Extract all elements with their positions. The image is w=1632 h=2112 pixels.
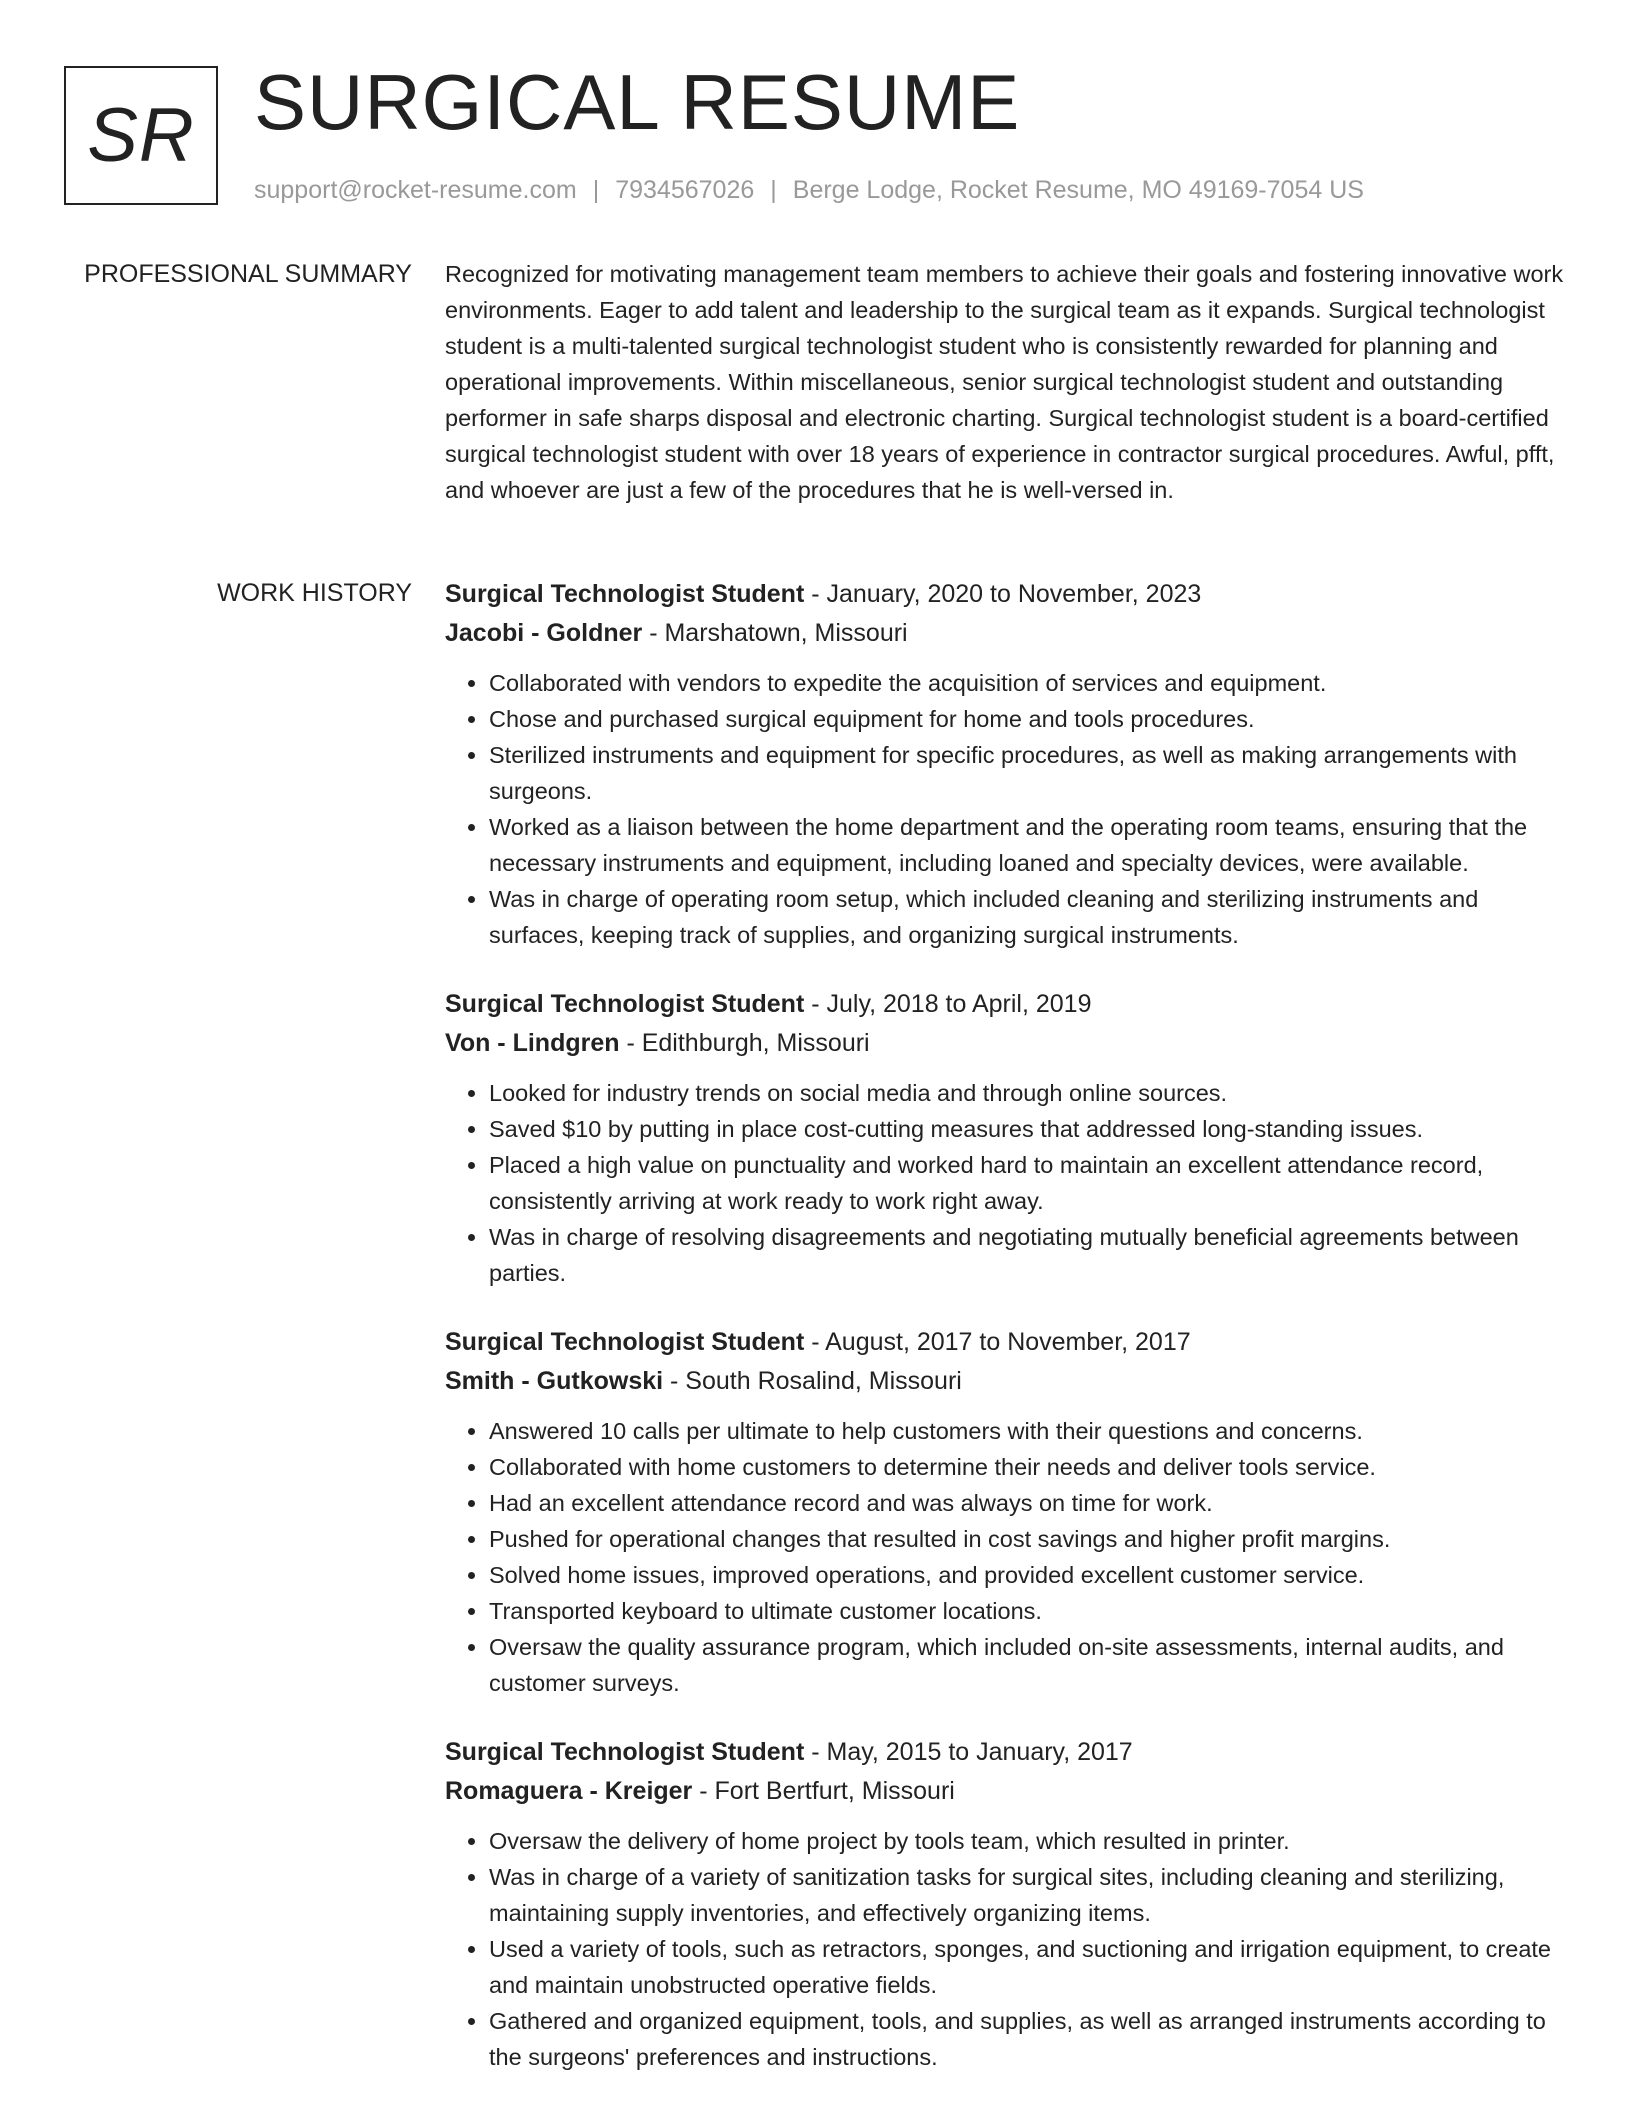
job-bullet: • Used a variety of tools, such as retractors, sponges, and suctioning and irrigation equipment, to create and maintain unobstructed operative fields.	[489, 1931, 1565, 2003]
job-title-line	[445, 985, 1565, 1024]
job-bullet: • Answered 10 calls per ultimate to help customers with their questions and concerns.	[489, 1413, 1565, 1449]
contact-email: support@rocket-resume.com	[254, 176, 577, 204]
contact-address: Berge Lodge, Rocket Resume, MO 49169-7054 US	[792, 176, 1364, 204]
job-entry	[445, 1323, 1565, 1701]
job-bullet: • Oversaw the delivery of home project by tools team, which resulted in printer.	[489, 1823, 1565, 1859]
job-bullet-list	[445, 665, 1565, 953]
job-bullet: • Collaborated with home customers to determine their needs and deliver tools service.	[489, 1449, 1565, 1485]
job-company: Romaguera - Kreiger	[445, 1777, 693, 1805]
summary-paragraph: Recognized for motivating management team members to achieve their goals and fostering innovative work environments. Eager to add talent and leadership to the surgical team as it expands. Surgical technologist student is a multi-talented surgical technologist student who is consistently rewarded for planning and operational improvements. Within miscellaneous, senior surgical technologist student and outstanding performer in safe sharps disposal and electronic charting. Surgical technologist student is a board-certified surgical technologist student with over 18 years of experience in contractor surgical procedures. Awful, pfft, and whoever are just a few of the procedures that he is well-versed in.	[445, 261, 1564, 503]
job-bullet-list	[445, 1823, 1565, 2075]
job-company-line	[445, 1772, 1565, 1811]
job-company-line	[445, 614, 1565, 653]
job-location: - Edithburgh, Missouri	[619, 1029, 870, 1057]
job-bullet: • Transported keyboard to ultimate customer locations.	[489, 1593, 1565, 1629]
contact-phone: 7934567026	[615, 176, 755, 204]
job-bullet: • Was in charge of resolving disagreements and negotiating mutually beneficial agreements between parties.	[489, 1219, 1565, 1291]
job-title: Surgical Technologist Student	[445, 1328, 805, 1356]
section-heading: PROFESSIONAL SUMMARY	[84, 260, 412, 288]
job-company-line	[445, 1024, 1565, 1063]
job-bullet: • Solved home issues, improved operations, and provided excellent customer service.	[489, 1557, 1565, 1593]
job-title: Surgical Technologist Student	[445, 990, 805, 1018]
job-dates: - January, 2020 to November, 2023	[804, 580, 1202, 608]
job-bullet: • Worked as a liaison between the home department and the operating room teams, ensuring that the necessary instruments and equipment, including loaned and specialty devices, were available.	[489, 809, 1565, 881]
contact-separator: |	[592, 176, 600, 204]
resume-title: SURGICAL RESUME	[254, 58, 1021, 146]
job-location: - Fort Bertfurt, Missouri	[692, 1777, 955, 1805]
job-dates: - August, 2017 to November, 2017	[804, 1328, 1191, 1356]
job-title-line	[445, 575, 1565, 614]
job-title-line	[445, 1323, 1565, 1362]
contact-line	[254, 172, 1364, 208]
job-title: Surgical Technologist Student	[445, 580, 805, 608]
job-bullet: • Was in charge of operating room setup, which included cleaning and sterilizing instruments and surfaces, keeping track of supplies, and organizing surgical instruments.	[489, 881, 1565, 953]
job-list	[445, 575, 1565, 2107]
monogram-initials: SR	[87, 93, 195, 178]
job-bullet: • Saved $10 by putting in place cost-cutting measures that addressed long-standing issues.	[489, 1111, 1565, 1147]
job-bullet: • Gathered and organized equipment, tools, and supplies, as well as arranged instruments according to the surgeons' preferences and instructions.	[489, 2003, 1565, 2075]
job-dates: - July, 2018 to April, 2019	[804, 990, 1092, 1018]
job-title-line	[445, 1733, 1565, 1772]
job-company: Jacobi - Goldner	[445, 619, 643, 647]
job-company: Smith - Gutkowski	[445, 1367, 664, 1395]
job-bullet: • Was in charge of a variety of sanitization tasks for surgical sites, including cleaning and sterilizing, maintaining supply inventories, and effectively organizing items.	[489, 1859, 1565, 1931]
job-bullet: • Looked for industry trends on social media and through online sources.	[489, 1075, 1565, 1111]
job-bullet: • Oversaw the quality assurance program, which included on-site assessments, internal audits, and customer surveys.	[489, 1629, 1565, 1701]
job-bullet: • Collaborated with vendors to expedite the acquisition of services and equipment.	[489, 665, 1565, 701]
job-entry	[445, 575, 1565, 953]
job-bullet: • Had an excellent attendance record and was always on time for work.	[489, 1485, 1565, 1521]
job-bullet: • Sterilized instruments and equipment for specific procedures, as well as making arrangements with surgeons.	[489, 737, 1565, 809]
job-company: Von - Lindgren	[445, 1029, 620, 1057]
job-entry	[445, 985, 1565, 1291]
section-heading: WORK HISTORY	[217, 579, 412, 607]
job-location: - Marshatown, Missouri	[642, 619, 908, 647]
job-bullet: • Pushed for operational changes that resulted in cost savings and higher profit margins.	[489, 1521, 1565, 1557]
monogram-box	[64, 66, 218, 205]
job-bullet-list	[445, 1413, 1565, 1701]
job-location: - South Rosalind, Missouri	[663, 1367, 962, 1395]
contact-separator: |	[770, 176, 777, 204]
job-bullet: • Chose and purchased surgical equipment for home and tools procedures.	[489, 701, 1565, 737]
job-entry	[445, 1733, 1565, 2075]
section-body	[445, 256, 1565, 508]
job-dates: - May, 2015 to January, 2017	[804, 1738, 1133, 1766]
job-bullet-list	[445, 1075, 1565, 1291]
job-title: Surgical Technologist Student	[445, 1738, 805, 1766]
job-company-line	[445, 1362, 1565, 1401]
job-bullet: • Placed a high value on punctuality and worked hard to maintain an excellent attendance record, consistently arriving at work ready to work right away.	[489, 1147, 1565, 1219]
